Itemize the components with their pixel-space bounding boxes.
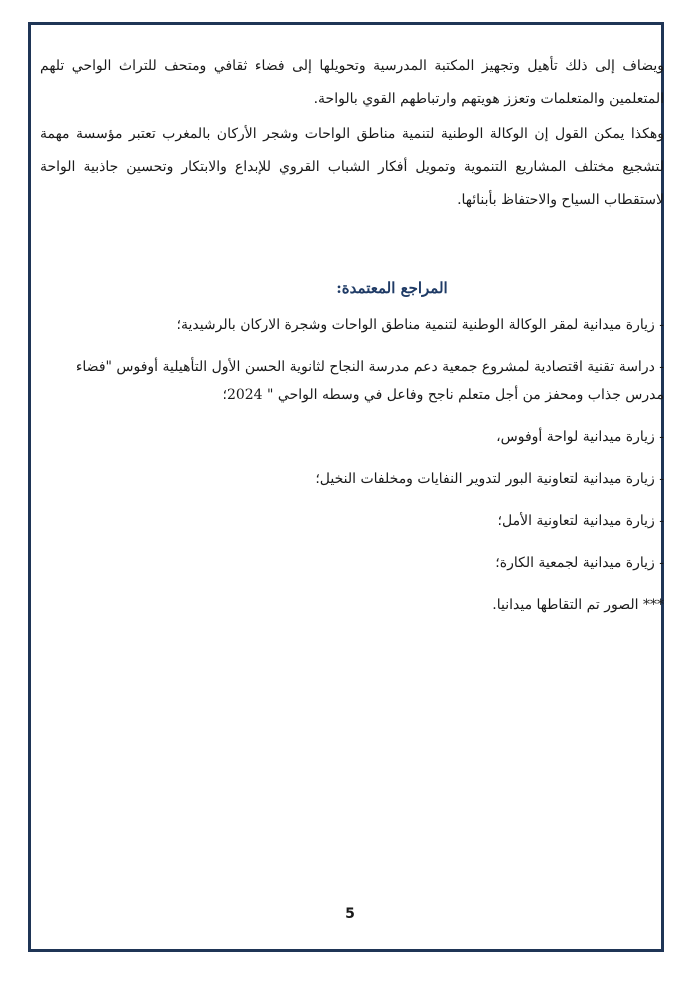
reference-item: - زيارة ميدانية لجمعية الكارة؛ [495, 555, 664, 571]
reference-note: *** الصور تم التقاطها ميدانيا. [492, 597, 664, 613]
references-list [40, 311, 664, 619]
reference-item: - زيارة ميدانية لتعاونية الأمل؛ [497, 513, 664, 529]
page-number: 5 [345, 906, 355, 922]
reference-item: - دراسة تقنية اقتصادية لمشروع جمعية دعم مدرسة النجاح لثانوية الحسن الأول التأهيلية أوفوس "فضاء مدرس جذاب ومحفز من أجل متعلم ناجح وفاعل في وسطه الواحي " 2024؛ [75, 359, 664, 403]
references-heading: المراجع المعتمدة: [336, 279, 448, 297]
body-paragraph-2: وهكذا يمكن القول إن الوكالة الوطنية لتنمية مناطق الواحات وشجر الأركان بالمغرب تعتبر مؤسسة مهمة لتشجيع مختلف المشاريع التنموية وتمويل أفكار الشباب القروي للإبداع والابتكار وتحسين جاذبية الواحة لاستقطاب السياح والاحتفاظ بأبنائها. [40, 126, 664, 208]
reference-item: - زيارة ميدانية لمقر الوكالة الوطنية لتنمية مناطق الواحات وشجرة الاركان بالرشيدية؛ [176, 317, 664, 333]
body-paragraph-1: ويضاف إلى ذلك تأهيل وتجهيز المكتبة المدرسية وتحويلها إلى فضاء ثقافي ومتحف للتراث الواحي تلهم المتعلمين والمتعلمات وتعزز هويتهم وارتباطهم القوي بالواحة. [40, 58, 664, 107]
document-body [40, 50, 664, 633]
reference-item: - زيارة ميدانية لواحة أوفوس، [496, 429, 664, 445]
reference-item: - زيارة ميدانية لتعاونية البور لتدوير النفايات ومخلفات النخيل؛ [315, 471, 664, 487]
